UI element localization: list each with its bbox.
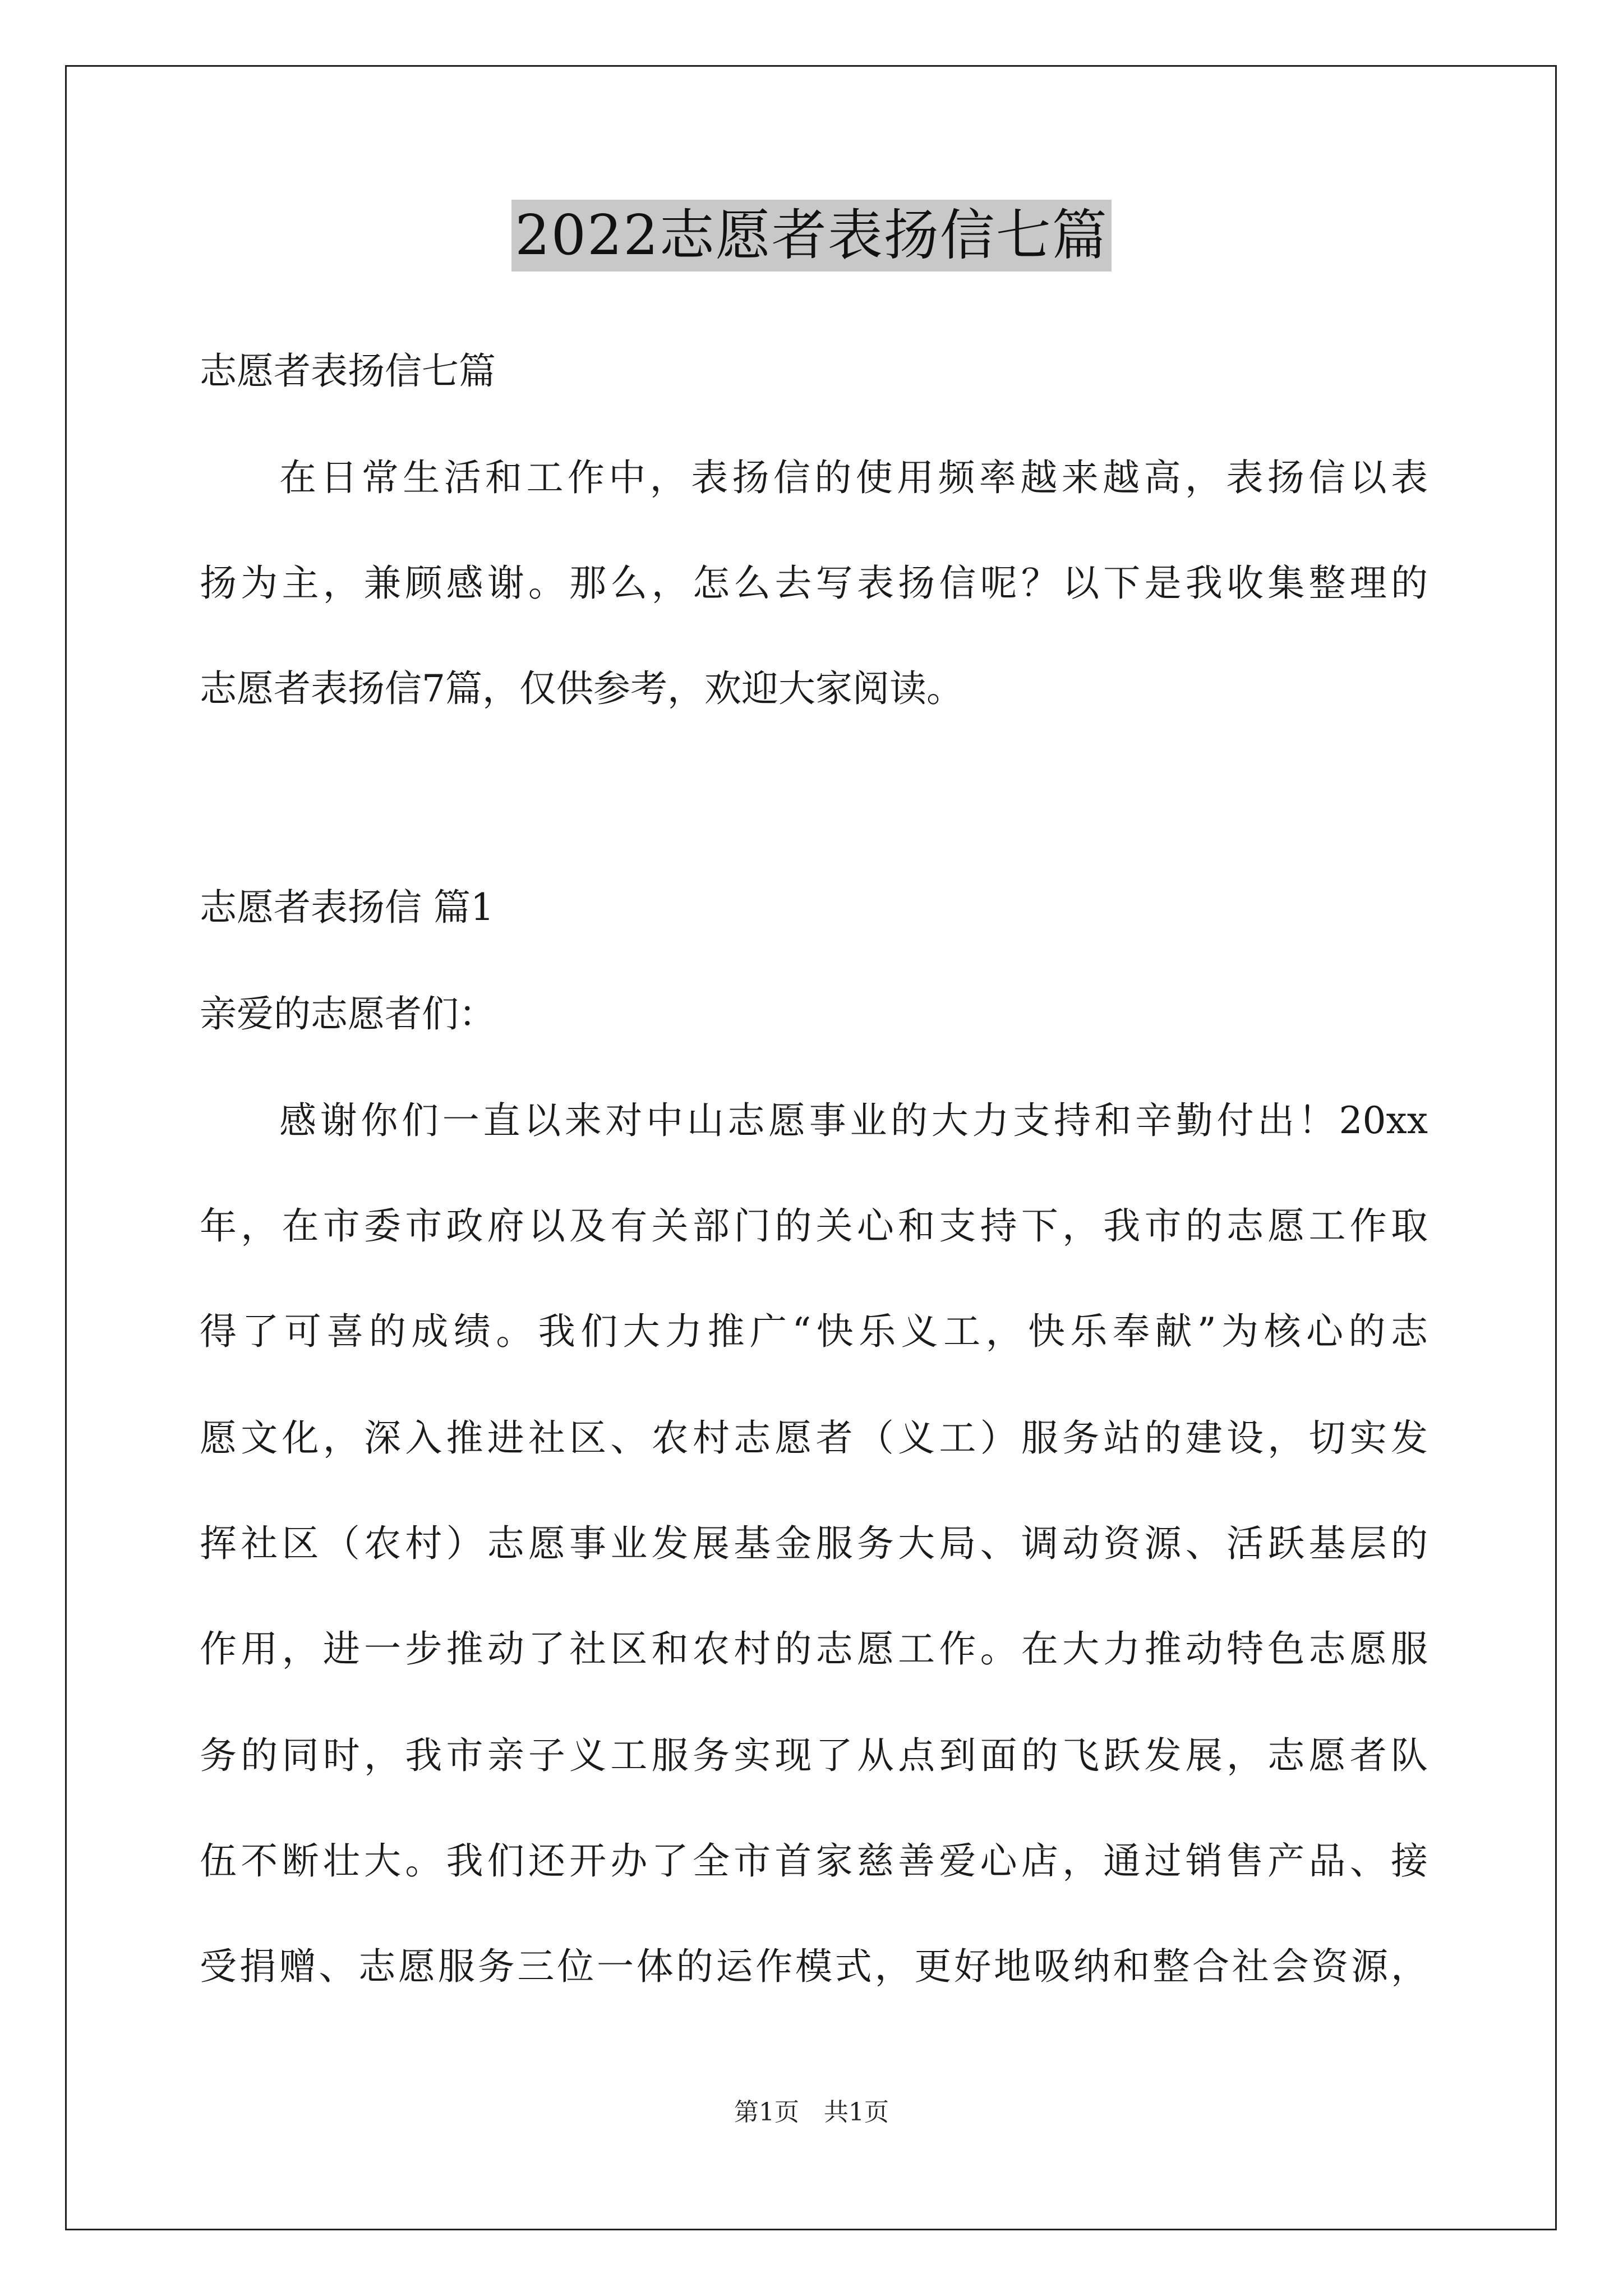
paragraph-line: 扬为主，兼顾感谢。那么，怎么去写表扬信呢？以下是我收集整理的	[200, 562, 1428, 605]
paragraph-line: 在日常生活和工作中，表扬信的使用频率越来越高，表扬信以表	[279, 456, 1428, 499]
subtitle-line: 志愿者表扬信七篇	[200, 349, 496, 393]
title-container	[0, 200, 1623, 272]
paragraph-line: 得了可喜的成绩。我们大力推广“快乐义工，快乐奉献”为核心的志	[200, 1310, 1428, 1353]
paragraph-line: 年，在市委市政府以及有关部门的关心和支持下，我市的志愿工作取	[200, 1204, 1428, 1248]
paragraph-line: 务的同时，我市亲子义工服务实现了从点到面的飞跃发展，志愿者队	[200, 1734, 1428, 1777]
section-heading: 志愿者表扬信 篇1	[200, 886, 494, 929]
paragraph-line: 作用，进一步推动了社区和农村的志愿工作。在大力推动特色志愿服	[200, 1627, 1428, 1671]
paragraph-line: 愿文化，深入推进社区、农村志愿者（义工）服务站的建设，切实发	[200, 1416, 1428, 1460]
paragraph-line: 伍不断壮大。我们还开办了全市首家慈善爱心店，通过销售产品、接	[200, 1839, 1428, 1883]
paragraph-line: 受捐赠、志愿服务三位一体的运作模式，更好地吸纳和整合社会资源，	[200, 1945, 1428, 1988]
paragraph-line: 感谢你们一直以来对中山志愿事业的大力支持和辛勤付出！20xx	[279, 1099, 1428, 1142]
paragraph-line: 志愿者表扬信7篇，仅供参考，欢迎大家阅读。	[200, 667, 963, 710]
paragraph-line: 挥社区（农村）志愿事业发展基金服务大局、调动资源、活跃基层的	[200, 1522, 1428, 1565]
salutation: 亲爱的志愿者们：	[200, 992, 496, 1036]
page-footer: 第1页 共1页	[734, 2098, 889, 2127]
document-title: 2022志愿者表扬信七篇	[511, 200, 1111, 272]
